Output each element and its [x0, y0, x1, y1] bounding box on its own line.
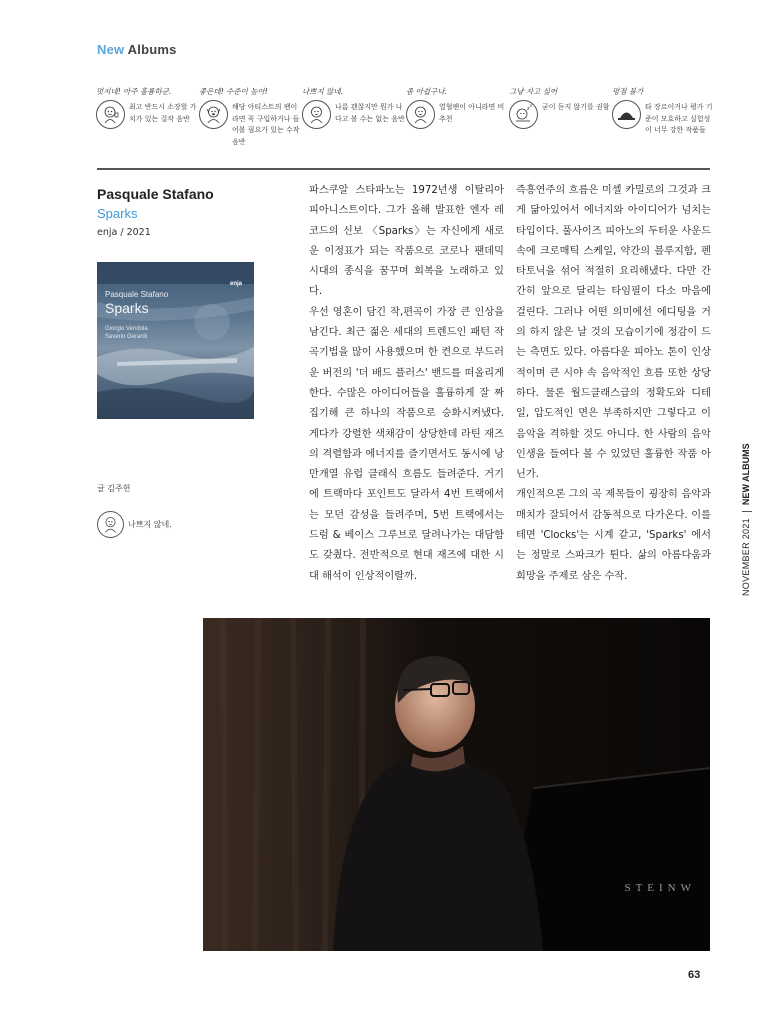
legend-desc: 열혈팬이 아니라면 비추천 — [439, 103, 505, 123]
review-paragraph: 즉흥연주의 흐름은 미셸 카밀로의 그것과 크게 닮아있어서 에너지와 아이디어가 넘치는 타입이다. 풀사이즈 피아노의 두터운 사운드 속에 크로매틱 스케일, 약간의 블루지함, 펜타토닉을 섞어 적절히 요리해냈다. 다만 간간히 앞으로 달리는 타임필이 다소 마음에 걸린다. 그러나 어떤 의미에선 에디팅을 거의 하지 않은 날 것의 모습이기에 정감이 드는 측면도 있다. 아름다운 피아노 톤이 인상적이며 큰 시야 속 음악적인 흐름 또한 상당하다. 물론 월드클래스급의 정확도와 디테일, 압도적인 면은 부족하지만 그렇다고 이 음악을 격하할 것도 아니다. 한 사람의 음악 인생을 들여다 볼 수 있었던 훌륭한 작품 아닌가. — [516, 185, 711, 481]
svg-text:z: z — [527, 106, 530, 112]
mascot-hat-icon — [612, 100, 641, 129]
legend-item-not-bad — [302, 86, 406, 123]
album-title: Sparks — [97, 206, 138, 221]
review-column-1 — [309, 181, 504, 587]
legend-item-sleepy — [509, 86, 613, 112]
legend-caption: 좀 아쉽구나. — [406, 87, 447, 96]
legend-caption: 좋은데! 수준이 높아! — [199, 87, 268, 96]
section-name: NEW ALBUMS — [741, 443, 751, 506]
label-logo: enja — [230, 281, 243, 287]
cover-title: Sparks — [105, 300, 149, 316]
legend-desc: 타 장르이거나 평가 기준이 모호하고 실험성이 너무 강한 작품들 — [645, 103, 713, 134]
mascot-sleeping-icon — [509, 100, 538, 129]
legend-caption: 그냥 자고 싶어 — [509, 87, 558, 96]
legend-caption: 멋지네! 아주 훌륭하군. — [96, 87, 172, 96]
cover-artist: Pasquale Stafano — [105, 290, 169, 299]
cover-guest: Saverio Gerardi — [105, 334, 148, 340]
mascot-thumbs-up-icon — [96, 100, 125, 129]
piano-brand: STEINW — [624, 882, 696, 894]
section-divider — [97, 168, 710, 170]
mascot-disappointed-icon — [406, 100, 435, 129]
artist-photo — [203, 618, 710, 951]
legend-desc: 굳이 듣지 않기를 권함 — [542, 103, 610, 111]
issue-month: NOVEMBER 2021 — [741, 518, 751, 596]
legend-item-unrated — [612, 86, 716, 134]
album-cover — [97, 262, 254, 419]
review-paragraph: 개인적으론 그의 곡 제목들이 굉장히 음악과 매치가 잘되어서 감동적으로 다가온다. 이를테면 'Clocks'는 시계 같고, 'Sparks' 에서는 정말로 스파크가 튄다. 삶의 아름다움과 희망을 주제로 삼은 수작. — [516, 489, 711, 582]
review-paragraph: 우선 영혼이 담긴 작,편곡이 가장 큰 인상을 남긴다. 최근 젊은 세대의 트렌드인 패턴 작곡기법을 많이 사용했으며 한 켠으로 부드러운 버전의 '더 배드 플러스' 밴드를 떠올리게 한다. 수많은 아이디어들을 훌륭하게 잘 짜집기해 큰 하나의 작품으로 승화시켜냈다. 게다가 강렬한 색채감이 상당한데 라틴 재즈의 격렬함과 에너지를 즐기면서도 동시에 낭만개열 유럽 클래식 흐름도 들려준다. 거기에 트랙마다 포인트도 달라서 4번 트랙에서는 모던 감성을 들려주며, 5번 트랙에서는 드럼 & 베이스 그루브로 달려나가는 대담함도 갖췄다. 전반적으로 현대 재즈에 대한 시대 해석이 인상적이랄까. — [309, 306, 504, 582]
section-title-highlight: New — [97, 42, 125, 57]
legend-item-good — [199, 86, 303, 146]
review-paragraph: 파스쿠알 스타파노는 1972년생 이탈리아 피아니스트이다. 그가 올해 발표한 엔자 레코드의 신보 〈Sparks〉는 자신에게 새로운 이정표가 되는 작품으로 코로나 팬데믹 시대의 종식을 꿈꾸며 회복을 노래하고 있다. — [309, 185, 504, 298]
mascot-neutral-icon — [97, 511, 124, 538]
mascot-cheering-icon — [199, 100, 228, 129]
review-column-2 — [516, 181, 711, 587]
legend-desc: 해당 아티스트의 팬이라면 꼭 구입하거나 들어볼 필요가 있는 수작 음반 — [232, 103, 300, 146]
artist-name: Pasquale Stafano — [97, 186, 214, 202]
legend-desc: 나름 괜찮지만 뭔가 나다고 볼 수는 없는 음반 — [335, 103, 405, 123]
page-number: 63 — [688, 969, 701, 981]
label-year: enja / 2021 — [97, 227, 151, 238]
section-title — [97, 42, 177, 57]
legend-item-excellent — [96, 86, 200, 123]
side-label — [741, 443, 765, 596]
review-rating-label: 나쁘지 않네. — [128, 520, 172, 529]
mascot-neutral-icon — [302, 100, 331, 129]
section-title-rest: Albums — [124, 42, 177, 57]
legend-desc: 최고 반드시 소장할 가치가 있는 걸작 음반 — [129, 103, 197, 123]
svg-text:z: z — [530, 103, 533, 108]
writer-credit: 글 김주헌 — [97, 484, 131, 493]
legend-item-disappointing — [406, 86, 510, 123]
rating-legend — [96, 86, 713, 152]
legend-caption: 나쁘지 않네. — [302, 87, 343, 96]
cover-guest: Giorgio Vendola — [105, 326, 148, 332]
legend-caption: 평점 불가 — [612, 87, 644, 96]
